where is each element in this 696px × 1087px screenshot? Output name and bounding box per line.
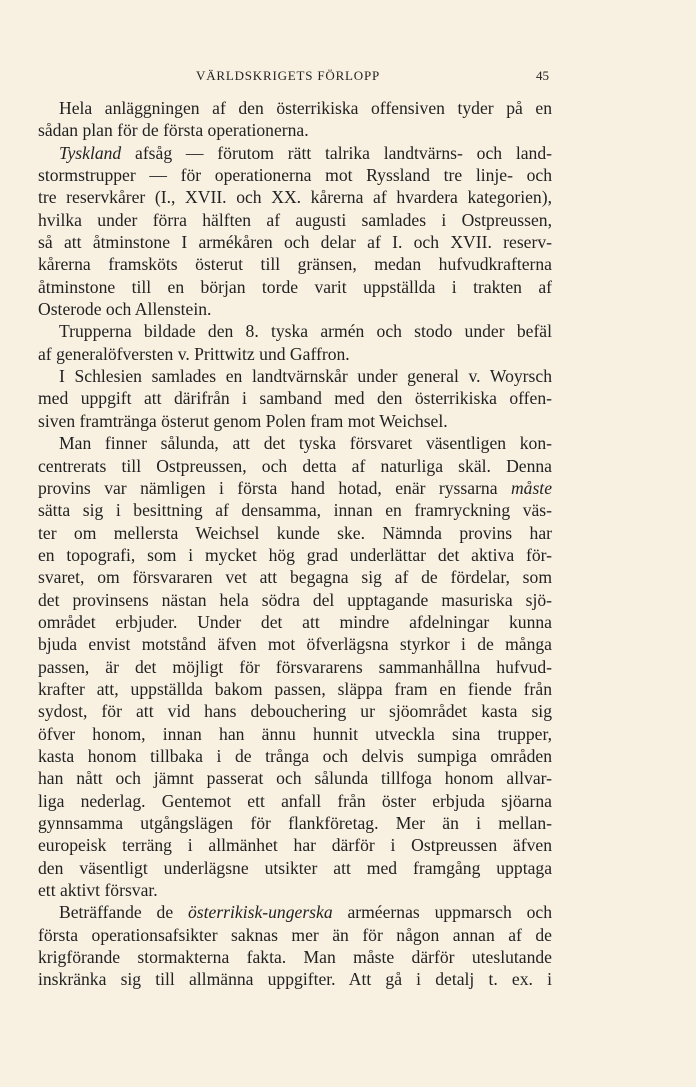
running-title: VÄRLDSKRIGETS FÖRLOPP: [196, 68, 381, 83]
italic-country-name: Tyskland: [59, 142, 122, 163]
text-line: krigförande stormakterna fakta. Man måste därför uteslutande: [38, 947, 552, 968]
text-line: sådan plan för de första operationerna.: [38, 120, 309, 141]
text-line: [38, 477, 552, 499]
text-line: sydost, för att vid hans debouchering ur sjöområdet kasta sig: [38, 701, 552, 722]
text-line: I Schlesien samlades en landtvärnskår under general v. Woyrsch: [59, 366, 552, 387]
text-line: inskränka sig till allmänna uppgifter. Att gå i detalj t. ex. i: [38, 969, 552, 990]
text-line: krafter att, uppställda bakom passen, släppa fram en fiende från: [38, 678, 552, 699]
paragraph-4: [38, 365, 552, 432]
text-line: det provinsens nästan hela södra del upptagande masuriska sjö-: [38, 589, 552, 610]
paragraph-5: [38, 432, 552, 901]
text-line: den väsentligt underlägsne utsikter att med framgång upptaga: [38, 857, 552, 878]
text-line: bjuda envist motstånd äfven mot öfverlägsna styrkor i de många: [38, 634, 552, 655]
text-line: med uppgift att därifrån i samband med den österrikiska offen-: [38, 388, 552, 409]
text-line: siven framtränga österut genom Polen fram mot Weichsel.: [38, 410, 448, 431]
text-line: Man finner sålunda, att det tyska försvaret väsentligen kon-: [59, 433, 552, 454]
text-line: gynnsamma utgångslägen för flankföretag. Mer än i mellan-: [38, 813, 552, 833]
text-line: centrerats till Ostpreussen, och detta af naturliga skäl. Denna: [38, 455, 552, 476]
text-line: Hela anläggningen af den österrikiska offensiven tyder på en: [59, 98, 552, 118]
text-line: första operationsafsikter saknas mer än för någon annan af de: [38, 924, 552, 945]
text-line: åtminstone till en början torde varit uppställda i trakten af: [38, 276, 552, 297]
text-line: ter om mellersta Weichsel kunde ske. Nämnda provins har: [38, 522, 552, 543]
text-line: kasta honom tillbaka i de trånga och delvis sumpiga områden: [38, 745, 552, 766]
text-line: liga nederlag. Gentemot ett anfall från öster erbjuda sjöarna: [38, 790, 552, 811]
text-line: sätta sig i besittning af densamma, innan en framryckning väs-: [38, 500, 552, 521]
text-line: han nått och jämnt passerat och sålunda tillfoga honom allvar-: [38, 768, 552, 789]
text-line: ett aktivt försvar.: [38, 880, 158, 901]
paragraph-2: [38, 142, 552, 321]
text-line: europeisk terräng i allmänhet har därför i Ostpreussen äfven: [38, 835, 552, 856]
text-line: [38, 901, 552, 923]
text-line: af generalöfversten v. Prittwitz und Gaffron.: [38, 343, 350, 364]
running-head: [0, 68, 696, 88]
text-line: svaret, om försvararen vet att begagna sig af de fördelar, som: [38, 567, 552, 588]
text-line: öfver honom, innan han ännu hunnit utveckla sina trupper,: [38, 723, 552, 744]
paragraph-1: [38, 97, 552, 142]
text-line: Osterode och Allenstein.: [38, 299, 212, 320]
text-line: passen, är det möjligt för försvararens sammanhållna hufvud-: [38, 656, 552, 677]
text-line: [38, 142, 552, 164]
line-text: afsåg — förutom rätt talrika landtvärns- och land-: [121, 142, 552, 163]
text-line: kårerna framsköts österut till gränsen, medan hufvudkrafterna: [38, 254, 552, 275]
text-line: Trupperna bildade den 8. tyska armén och stodo under befäl: [59, 321, 552, 342]
line-text: arméernas uppmarsch och: [332, 902, 552, 923]
italic-phrase: österrikisk-ungerska: [187, 902, 333, 923]
page-number: 45: [536, 68, 549, 83]
text-line: området erbjuder. Under det att mindre afdelningar kunna: [38, 611, 552, 632]
line-text: Beträffande de: [59, 902, 188, 923]
italic-word: måste: [510, 477, 552, 498]
text-line: en topografi, som i mycket hög grad underlättar det aktiva för-: [38, 544, 552, 565]
paragraph-6: [38, 901, 552, 990]
paragraph-3: [38, 320, 552, 365]
body-text: [38, 97, 552, 991]
text-line: hvilka under förra hälften af augusti samlades i Ostpreussen,: [38, 209, 552, 230]
line-text: provins var nämligen i första hand hotad, enär ryssarna: [38, 477, 511, 498]
text-line: tre reservkårer (I., XVII. och XX. kårerna af hvardera kategorien),: [38, 187, 552, 208]
text-line: stormstrupper — för operationerna mot Ryssland tre linje- och: [38, 165, 552, 186]
text-line: så att åtminstone I armékåren och delar af I. och XVII. reserv-: [38, 232, 552, 253]
